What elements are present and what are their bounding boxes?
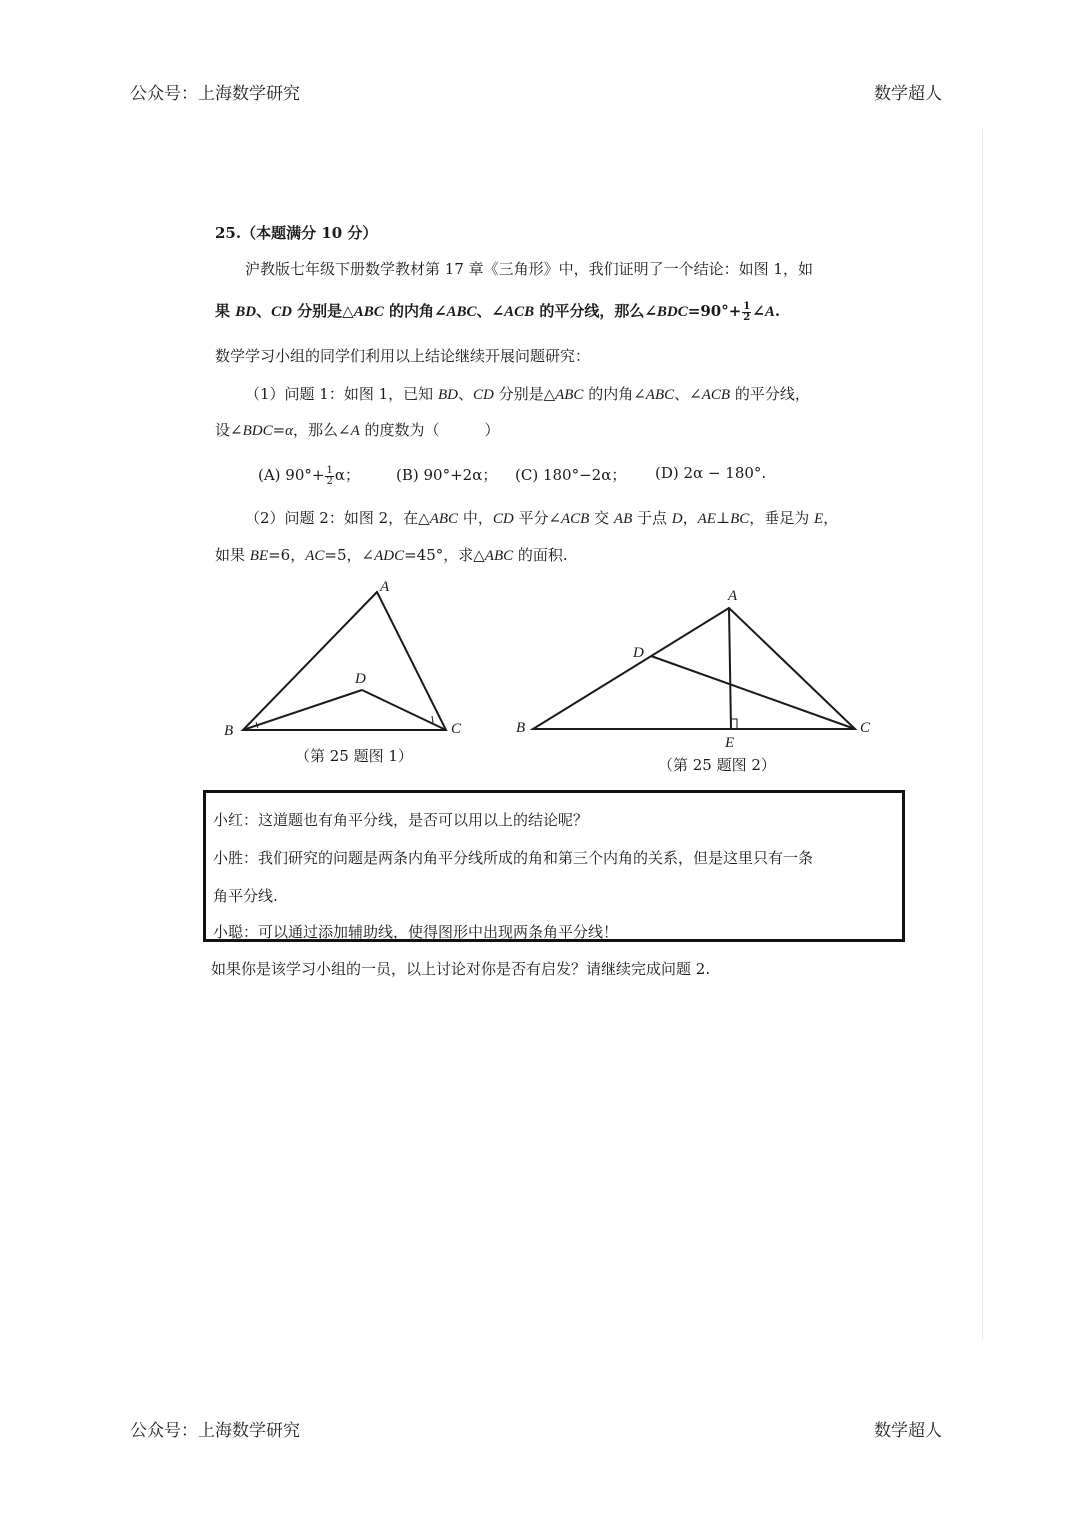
figure1-label-a: A <box>380 579 390 595</box>
figure1-caption: （第 25 题图 1） <box>295 747 413 765</box>
dialog-line-xiaosheng-cont: 角平分线. <box>213 887 278 905</box>
figure1-label-c: C <box>451 721 462 737</box>
question1-line-1: （1）问题 1：如图 1，已知 BD、CD 分别是△ABC 的内角∠ABC、∠ACB 的平分线， <box>245 385 810 403</box>
option-b: (B) 90°+2α； <box>396 466 498 484</box>
figure1-diagram <box>243 592 446 730</box>
intro-line-2: 果 BD、CD 分别是△ABC 的内角∠ABC、∠ACB 的平分线，那么∠BDC=90°+ $\frac{1}{2}$ ∠A. <box>215 300 781 323</box>
question2-line-2: 如果 BE=6，AC=5，∠ADC=45°，求△ABC 的面积. <box>215 546 568 564</box>
footer-left: 公众号：上海数学研究 <box>130 1421 300 1441</box>
figure1-angle-mark-c <box>432 716 433 723</box>
figure2-label-b: B <box>516 720 526 736</box>
figure2-caption: （第 25 题图 2） <box>658 756 776 774</box>
footer-right: 数学超人 <box>874 1421 942 1441</box>
header-right: 数学超人 <box>874 84 942 104</box>
figure2-diagram <box>533 608 855 729</box>
header-left: 公众号：上海数学研究 <box>130 84 300 104</box>
dialog-line-xiaosheng: 小胜：我们研究的问题是两条内角平分线所成的角和第三个内角的关系，但是这里只有一条 <box>213 849 814 867</box>
option-d: (D) 2α − 180°. <box>655 464 767 482</box>
figure1-bisector-bd <box>243 690 362 730</box>
option-c: (C) 180°−2α； <box>515 466 627 484</box>
question1-line-2: 设∠BDC=α，那么∠A 的度数为（ ） <box>215 421 500 439</box>
dialog-line-xiaocong: 小聪：可以通过添加辅助线，使得图形中出现两条角平分线！ <box>213 923 619 941</box>
figure2-label-a: A <box>728 588 738 604</box>
problem-title: 25.（本题满分 10 分） <box>215 224 378 242</box>
figure2-label-d: D <box>633 645 644 661</box>
option-a: (A) 90°+ $\frac{1}{2}$ α； <box>258 464 360 487</box>
figure1-triangle <box>243 592 446 730</box>
option-a-fraction: $\frac{1}{2}$ <box>326 464 333 487</box>
closing-prompt: 如果你是该学习小组的一员，以上讨论对你是否有启发？请继续完成问题 2. <box>211 960 711 978</box>
figure1-bisector-cd <box>362 690 446 730</box>
question2-line-1: （2）问题 2：如图 2，在△ABC 中，CD 平分∠ACB 交 AB 于点 D，AE⊥BC，垂足为 E， <box>245 509 839 527</box>
figure1-label-d: D <box>355 671 366 687</box>
intro-line-1: 沪教版七年级下册数学教材第 17 章《三角形》中，我们证明了一个结论：如图 1，如 <box>245 260 813 278</box>
discussion-box <box>203 790 905 942</box>
figure2-label-e: E <box>725 735 735 751</box>
intro-line-3: 数学学习小组的同学们利用以上结论继续开展问题研究： <box>215 347 591 365</box>
figure1-label-b: B <box>224 723 234 739</box>
figure2-label-c: C <box>860 720 871 736</box>
figure2-altitude-ae <box>729 608 731 729</box>
dialog-line-xiaohong: 小红：这道题也有角平分线，是否可以用以上的结论呢？ <box>213 811 589 829</box>
figure2-bisector-cd <box>651 656 855 729</box>
fraction-half: $\frac{1}{2}$ <box>743 300 751 323</box>
